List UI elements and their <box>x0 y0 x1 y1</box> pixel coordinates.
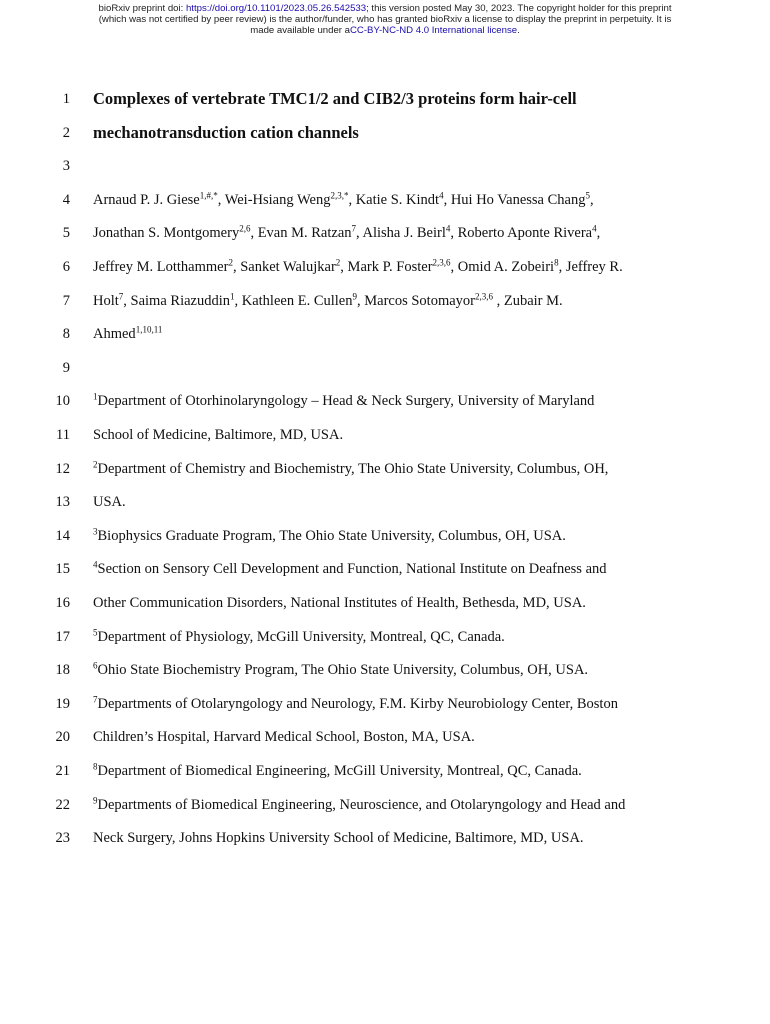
banner-suffix: ; this version posted May 30, 2023. The copyright holder for this preprint <box>366 3 672 14</box>
text-segment: , Zubair M. <box>492 292 563 309</box>
paper-title-text: Complexes of vertebrate TMC1/2 and CIB2/3 proteins form hair-cell <box>93 89 577 108</box>
banner-license-suffix: . <box>517 25 520 36</box>
text-segment: Departments of Otolaryngology and Neurology, F.M. Kirby Neurobiology Center, Boston <box>97 695 618 712</box>
manuscript-line <box>0 492 770 512</box>
text-segment: Jonathan S. Montgomery <box>93 225 240 242</box>
manuscript-line <box>0 593 770 613</box>
manuscript-line <box>0 559 770 579</box>
manuscript-line <box>0 526 770 546</box>
text-segment: Ohio State Biochemistry Program, The Ohio State University, Columbus, OH, USA. <box>97 662 589 679</box>
line-text <box>93 257 623 277</box>
text-segment: , Omid A. Zobeiri <box>450 259 555 275</box>
line-text: School of Medicine, Baltimore, MD, USA. <box>93 427 344 443</box>
affiliation-superscript: 2,3,6 <box>432 257 451 268</box>
text-segment: Department of Physiology, McGill University, Montreal, QC, Canada. <box>97 628 505 645</box>
text-segment: Departments of Biomedical Engineering, Neuroscience, and Otolaryngology and Head and <box>97 796 626 813</box>
affiliation-superscript: 4 <box>445 224 451 234</box>
line-number: 20 <box>55 729 70 746</box>
manuscript-line <box>0 627 770 647</box>
affiliation-superscript: 1,10,11 <box>135 324 163 335</box>
banner-line-2: (which was not certified by peer review) is the author/funder, who has granted bioRxiv a license to display the preprint in perpetuity. It is <box>98 14 672 25</box>
line-text <box>93 324 162 344</box>
line-number: 22 <box>55 796 70 813</box>
text-segment: Department of Biomedical Engineering, McGill University, Montreal, QC, Canada. <box>97 763 582 779</box>
text-segment: Jeffrey M. Lotthammer <box>93 259 229 275</box>
line-number: 18 <box>55 662 70 679</box>
affiliation-superscript: 2 <box>335 257 341 268</box>
manuscript-line <box>0 358 770 378</box>
text-segment: , Evan M. Ratzan <box>250 225 352 242</box>
manuscript-line <box>0 761 770 781</box>
license-link[interactable]: CC-BY-NC-ND 4.0 International license <box>350 25 518 36</box>
manuscript-line <box>0 459 770 479</box>
text-segment: , Mark P. Foster <box>340 259 433 275</box>
line-number: 17 <box>55 628 70 645</box>
text-segment: Holt <box>93 292 119 309</box>
manuscript-line <box>0 694 770 714</box>
line-number: 2 <box>62 124 70 141</box>
line-number: 5 <box>62 225 70 242</box>
text-segment: , <box>596 225 601 242</box>
line-number: 14 <box>55 527 70 544</box>
text-segment: , <box>589 191 594 208</box>
manuscript-line <box>0 223 770 243</box>
affiliation-superscript: 6 <box>93 660 98 671</box>
title-line <box>0 89 770 109</box>
line-text <box>93 526 566 546</box>
banner-prefix: bioRxiv preprint doi: <box>98 3 186 14</box>
line-text <box>93 291 563 311</box>
line-number: 9 <box>62 359 70 376</box>
manuscript-line <box>0 324 770 344</box>
affiliation-superscript: 4 <box>592 224 597 234</box>
line-number: 8 <box>62 326 70 343</box>
line-number: 1 <box>62 91 70 107</box>
preprint-banner <box>0 3 770 36</box>
affiliation-superscript: 5 <box>585 190 590 201</box>
manuscript-line <box>0 291 770 311</box>
affiliation-superscript: 9 <box>93 795 98 806</box>
line-text <box>93 660 588 680</box>
banner-license-prefix: made available under a <box>250 25 350 36</box>
manuscript-line <box>0 257 770 277</box>
text-segment: , Marcos Sotomayor <box>356 292 475 309</box>
affiliation-superscript: 4 <box>439 190 444 201</box>
title-line <box>0 123 770 143</box>
manuscript-line <box>0 828 770 848</box>
text-segment: , Saima Riazuddin <box>123 292 230 309</box>
line-text: Children’s Hospital, Harvard Medical School, Boston, MA, USA. <box>93 729 475 746</box>
text-segment: , Jeffrey R. <box>558 259 623 275</box>
line-text <box>93 694 618 714</box>
line-number: 21 <box>55 763 70 779</box>
line-text: Other Communication Disorders, National Institutes of Health, Bethesda, MD, USA. <box>93 595 586 611</box>
paper-title-text: mechanotransduction cation channels <box>93 122 359 142</box>
line-text <box>93 391 594 411</box>
line-number: 15 <box>55 561 70 578</box>
line-text <box>93 459 608 479</box>
manuscript-line <box>0 156 770 176</box>
line-number: 12 <box>55 460 70 477</box>
line-text <box>93 761 582 781</box>
manuscript-line <box>0 190 770 210</box>
line-text <box>93 190 594 210</box>
line-text <box>93 795 625 815</box>
affiliation-superscript: 9 <box>352 291 357 302</box>
affiliation-superscript: 1 <box>230 291 235 302</box>
text-segment: Arnaud P. J. Giese <box>93 191 200 208</box>
text-segment: , Alisha J. Beirl <box>356 225 446 242</box>
affiliation-superscript: 1,#,* <box>199 190 218 201</box>
manuscript-line <box>0 425 770 445</box>
text-segment: Department of Otorhinolaryngology – Head & Neck Surgery, University of Maryland <box>97 393 595 410</box>
text-segment: Ahmed <box>93 326 136 343</box>
line-number: 13 <box>55 494 70 511</box>
text-segment: Biophysics Graduate Program, The Ohio State University, Columbus, OH, USA. <box>97 527 566 544</box>
line-number: 11 <box>56 427 70 443</box>
line-number: 23 <box>55 830 70 847</box>
text-segment: , Kathleen E. Cullen <box>234 292 353 309</box>
text-segment: , Wei-Hsiang Weng <box>217 191 331 208</box>
line-number: 10 <box>55 393 70 410</box>
doi-link[interactable]: https://doi.org/10.1101/2023.05.26.542533 <box>185 3 367 14</box>
line-number: 7 <box>62 292 70 309</box>
affiliation-superscript: 5 <box>93 627 98 638</box>
line-number: 6 <box>62 259 70 275</box>
text-segment: Department of Chemistry and Biochemistry, The Ohio State University, Columbus, OH, <box>97 460 609 477</box>
affiliation-superscript: 7 <box>351 224 357 234</box>
manuscript-line <box>0 660 770 680</box>
affiliation-superscript: 4 <box>93 560 98 570</box>
affiliation-superscript: 8 <box>93 761 98 772</box>
affiliation-superscript: 1 <box>93 392 98 402</box>
line-number: 3 <box>62 158 70 175</box>
affiliation-superscript: 7 <box>93 694 98 705</box>
banner-line-1 <box>0 3 770 14</box>
line-text <box>93 223 600 243</box>
affiliation-superscript: 8 <box>554 257 559 268</box>
text-segment: , Roberto Aponte Rivera <box>450 225 593 242</box>
affiliation-superscript: 2 <box>93 459 98 470</box>
text-segment: , Katie S. Kindt <box>348 191 440 208</box>
line-text: Neck Surgery, Johns Hopkins University School of Medicine, Baltimore, MD, USA. <box>93 830 584 847</box>
banner-line-3 <box>0 25 770 36</box>
affiliation-superscript: 2 <box>228 257 233 268</box>
line-number: 19 <box>55 695 70 712</box>
manuscript-line <box>0 795 770 815</box>
text-segment: , Hui Ho Vanessa Chang <box>443 191 586 208</box>
affiliation-superscript: 7 <box>118 291 124 302</box>
line-text: USA. <box>93 494 126 511</box>
affiliation-superscript: 2,6 <box>239 224 251 234</box>
manuscript-line <box>0 727 770 747</box>
line-number: 16 <box>55 595 70 611</box>
text-segment: , Sanket Walujkar <box>232 259 336 275</box>
line-text <box>93 627 505 647</box>
manuscript-line <box>0 391 770 411</box>
text-segment: Section on Sensory Cell Development and Function, National Institute on Deafness and <box>97 561 607 578</box>
affiliation-superscript: 3 <box>93 526 98 537</box>
line-text <box>93 559 607 579</box>
affiliation-superscript: 2,3,6 <box>474 291 493 302</box>
line-number: 4 <box>62 191 70 208</box>
affiliation-superscript: 2,3,* <box>330 190 349 201</box>
